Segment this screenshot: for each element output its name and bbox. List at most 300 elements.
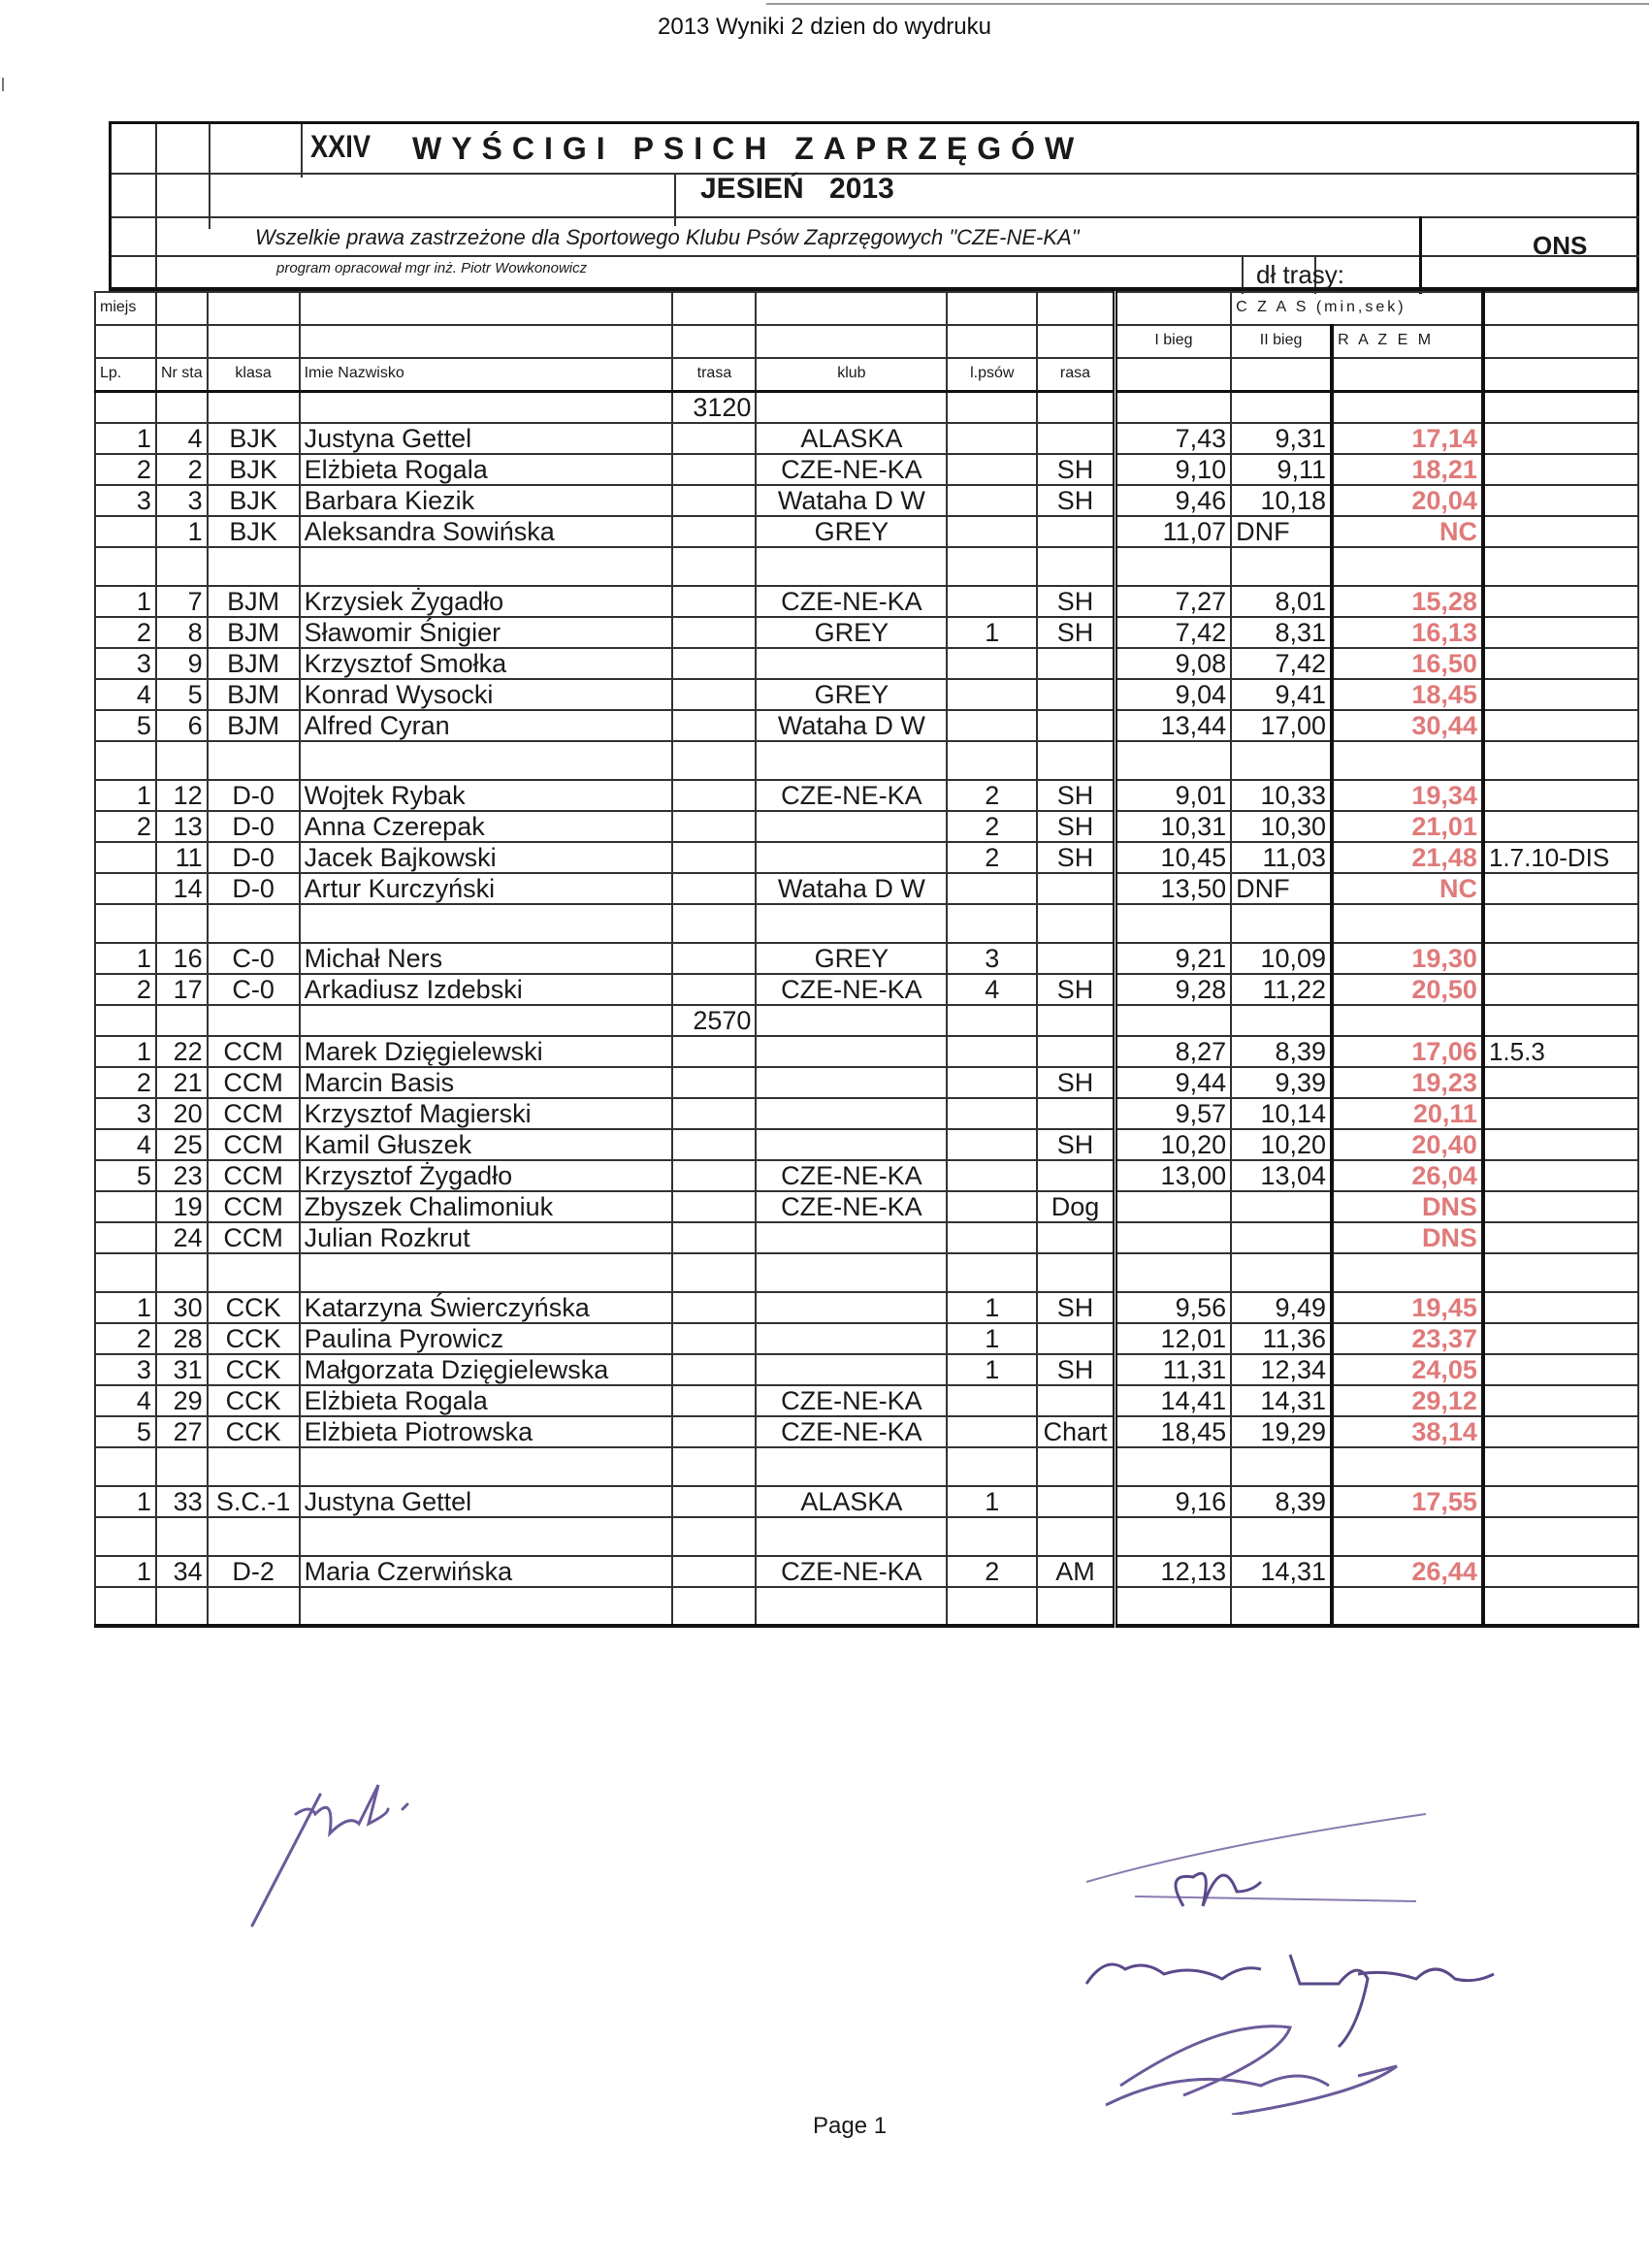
empty-cell [95, 1253, 156, 1292]
club-cell [756, 1292, 947, 1323]
run1-time-cell [1115, 1191, 1231, 1222]
run2-time-cell: 9,11 [1231, 454, 1332, 485]
class-cell: D-0 [208, 873, 300, 904]
name-cell: Aleksandra Sowińska [300, 516, 673, 547]
place-cell: 5 [95, 1160, 156, 1191]
dog-count-cell [947, 1416, 1037, 1447]
name-cell: Paulina Pyrowicz [300, 1323, 673, 1354]
start-number-cell: 2 [156, 454, 208, 485]
class-cell: BJM [208, 710, 300, 741]
result-row [95, 1385, 1638, 1416]
empty-cell [1483, 1587, 1638, 1626]
route-cell [672, 1385, 756, 1416]
club-cell: CZE-NE-KA [756, 1556, 947, 1587]
run1-time-cell: 9,01 [1115, 780, 1231, 811]
route-length-row [95, 392, 1638, 424]
ons-note-cell [1483, 1385, 1638, 1416]
empty-cell [1231, 547, 1332, 586]
ons-note-cell [1483, 1067, 1638, 1098]
result-row [95, 1222, 1638, 1253]
empty-cell [756, 1517, 947, 1556]
total-time-cell: 19,45 [1332, 1292, 1483, 1323]
ons-note-cell [1483, 1292, 1638, 1323]
empty-cell [1037, 741, 1115, 780]
total-time-cell: 15,28 [1332, 586, 1483, 617]
route-cell [672, 586, 756, 617]
breed-cell [1037, 1486, 1115, 1517]
place-cell: 1 [95, 780, 156, 811]
class-cell: BJM [208, 617, 300, 648]
page-number: Page 1 [813, 2113, 888, 2139]
empty-cell [208, 1587, 300, 1626]
club-cell: GREY [756, 943, 947, 974]
route-cell [672, 974, 756, 1005]
club-cell: Wataha D W [756, 485, 947, 516]
empty-cell [1115, 1517, 1231, 1556]
name-cell: Krzysiek Żygadło [300, 586, 673, 617]
empty-cell [156, 1517, 208, 1556]
spacer-row [95, 1517, 1638, 1556]
route-cell [672, 423, 756, 454]
club-cell [756, 1354, 947, 1385]
empty-cell [1332, 741, 1483, 780]
breed-cell: SH [1037, 586, 1115, 617]
result-row [95, 1191, 1638, 1222]
result-row [95, 586, 1638, 617]
empty-cell [95, 904, 156, 943]
name-cell: Sławomir Śnigier [300, 617, 673, 648]
route-cell [672, 1098, 756, 1129]
place-cell: 4 [95, 1129, 156, 1160]
col-nr-startowy: Nr sta [156, 358, 208, 392]
name-cell: Marek Dzięgielewski [300, 1036, 673, 1067]
empty-cell [1231, 1587, 1332, 1626]
result-row [95, 780, 1638, 811]
start-number-cell: 23 [156, 1160, 208, 1191]
scan-edge-line [766, 3, 1649, 5]
empty-cell [947, 741, 1037, 780]
club-cell: Wataha D W [756, 710, 947, 741]
place-cell: 2 [95, 1067, 156, 1098]
name-cell: Artur Kurczyński [300, 873, 673, 904]
club-cell: CZE-NE-KA [756, 1385, 947, 1416]
empty-cell [756, 547, 947, 586]
start-number-cell: 33 [156, 1486, 208, 1517]
result-row [95, 485, 1638, 516]
class-cell: CCM [208, 1191, 300, 1222]
empty-cell [1037, 1253, 1115, 1292]
total-time-cell: 21,48 [1332, 842, 1483, 873]
dog-count-cell [947, 423, 1037, 454]
empty-cell [208, 741, 300, 780]
breed-cell [1037, 1160, 1115, 1191]
empty-cell [1483, 1005, 1638, 1036]
result-row [95, 1160, 1638, 1191]
club-cell [756, 1098, 947, 1129]
club-cell: GREY [756, 679, 947, 710]
empty-cell [95, 1447, 156, 1486]
total-time-cell: 17,06 [1332, 1036, 1483, 1067]
route-length-label: dł trasy: [1256, 260, 1345, 289]
spacer-row [95, 1587, 1638, 1626]
empty-cell [300, 1253, 673, 1292]
empty-cell [1037, 1005, 1115, 1036]
club-cell: ALASKA [756, 1486, 947, 1517]
dog-count-cell: 2 [947, 780, 1037, 811]
ons-note-cell [1483, 1416, 1638, 1447]
run1-time-cell: 18,45 [1115, 1416, 1231, 1447]
place-cell: 1 [95, 1036, 156, 1067]
start-number-cell: 21 [156, 1067, 208, 1098]
result-row [95, 1556, 1638, 1587]
total-time-cell: 16,50 [1332, 648, 1483, 679]
total-time-cell: 17,55 [1332, 1486, 1483, 1517]
empty-cell [756, 1447, 947, 1486]
start-number-cell: 16 [156, 943, 208, 974]
ons-note-cell [1483, 423, 1638, 454]
empty-cell [1231, 904, 1332, 943]
route-cell [672, 1191, 756, 1222]
route-cell [672, 780, 756, 811]
dog-count-cell [947, 1191, 1037, 1222]
spacer-row [95, 1447, 1638, 1486]
total-time-cell: DNS [1332, 1222, 1483, 1253]
spacer-row [95, 741, 1638, 780]
run2-time-cell: 8,01 [1231, 586, 1332, 617]
empty-cell [300, 547, 673, 586]
start-number-cell: 29 [156, 1385, 208, 1416]
breed-cell: SH [1037, 780, 1115, 811]
start-number-cell: 25 [156, 1129, 208, 1160]
breed-cell: Chart [1037, 1416, 1115, 1447]
empty-cell [1231, 1447, 1332, 1486]
breed-cell [1037, 648, 1115, 679]
run2-time-cell: 9,49 [1231, 1292, 1332, 1323]
col-razem: R A Z E M [1332, 325, 1483, 358]
col-l-psow: l.psów [947, 358, 1037, 392]
empty-cell [1231, 1517, 1332, 1556]
place-cell: 5 [95, 710, 156, 741]
ons-note-cell [1483, 1160, 1638, 1191]
col-czas: C Z A S (min,sek) [1231, 292, 1483, 325]
run2-time-cell: 19,29 [1231, 1416, 1332, 1447]
name-cell: Barbara Kiezik [300, 485, 673, 516]
run1-time-cell: 10,45 [1115, 842, 1231, 873]
empty-cell [1115, 547, 1231, 586]
empty-cell [156, 741, 208, 780]
empty-cell [1332, 547, 1483, 586]
result-row [95, 873, 1638, 904]
run1-time-cell: 13,50 [1115, 873, 1231, 904]
dog-count-cell [947, 1385, 1037, 1416]
start-number-cell: 17 [156, 974, 208, 1005]
empty-cell [156, 1447, 208, 1486]
class-cell: BJM [208, 648, 300, 679]
dog-count-cell [947, 873, 1037, 904]
start-number-cell: 4 [156, 423, 208, 454]
empty-cell [672, 741, 756, 780]
empty-cell [156, 392, 208, 424]
club-cell: CZE-NE-KA [756, 1160, 947, 1191]
breed-cell [1037, 1323, 1115, 1354]
place-cell: 1 [95, 943, 156, 974]
breed-cell: SH [1037, 1129, 1115, 1160]
total-time-cell: 18,21 [1332, 454, 1483, 485]
empty-cell [156, 1587, 208, 1626]
place-cell: 1 [95, 423, 156, 454]
name-cell: Krzysztof Żygadło [300, 1160, 673, 1191]
scan-mark [2, 78, 4, 91]
breed-cell: SH [1037, 974, 1115, 1005]
run1-time-cell: 9,16 [1115, 1486, 1231, 1517]
empty-cell [300, 1447, 673, 1486]
run2-time-cell: 10,09 [1231, 943, 1332, 974]
run1-time-cell: 7,43 [1115, 423, 1231, 454]
ons-note-cell [1483, 679, 1638, 710]
ons-note-cell [1483, 1191, 1638, 1222]
breed-cell: Dog [1037, 1191, 1115, 1222]
place-cell: 3 [95, 485, 156, 516]
start-number-cell: 14 [156, 873, 208, 904]
place-cell: 3 [95, 1354, 156, 1385]
empty-cell [1037, 547, 1115, 586]
empty-cell [300, 1587, 673, 1626]
total-time-cell: 38,14 [1332, 1416, 1483, 1447]
name-cell: Krzysztof Magierski [300, 1098, 673, 1129]
breed-cell [1037, 710, 1115, 741]
empty-cell [156, 904, 208, 943]
run2-time-cell: 9,31 [1231, 423, 1332, 454]
spacer-row [95, 547, 1638, 586]
dog-count-cell [947, 1222, 1037, 1253]
place-cell: 2 [95, 1323, 156, 1354]
results-table [94, 291, 1639, 1628]
route-cell [672, 842, 756, 873]
total-time-cell: 29,12 [1332, 1385, 1483, 1416]
dog-count-cell: 1 [947, 1354, 1037, 1385]
empty-cell [1483, 1447, 1638, 1486]
name-cell: Elżbieta Rogala [300, 1385, 673, 1416]
run1-time-cell: 8,27 [1115, 1036, 1231, 1067]
empty-cell [1332, 1447, 1483, 1486]
name-cell: Jacek Bajkowski [300, 842, 673, 873]
dog-count-cell [947, 1160, 1037, 1191]
start-number-cell: 3 [156, 485, 208, 516]
breed-cell [1037, 943, 1115, 974]
name-cell: Julian Rozkrut [300, 1222, 673, 1253]
start-number-cell: 30 [156, 1292, 208, 1323]
run1-time-cell: 9,46 [1115, 485, 1231, 516]
result-row [95, 423, 1638, 454]
empty-cell [208, 392, 300, 424]
breed-cell: SH [1037, 617, 1115, 648]
breed-cell [1037, 516, 1115, 547]
name-cell: Arkadiusz Izdebski [300, 974, 673, 1005]
name-cell: Alfred Cyran [300, 710, 673, 741]
ons-note-cell: 1.7.10-DIS [1483, 842, 1638, 873]
dog-count-cell [947, 1036, 1037, 1067]
class-cell: CCK [208, 1416, 300, 1447]
run2-time-cell: 10,33 [1231, 780, 1332, 811]
empty-cell [1037, 1587, 1115, 1626]
empty-cell [1483, 1253, 1638, 1292]
breed-cell: SH [1037, 811, 1115, 842]
start-number-cell: 5 [156, 679, 208, 710]
start-number-cell: 13 [156, 811, 208, 842]
col-bieg2: II bieg [1231, 325, 1332, 358]
class-cell: CCK [208, 1292, 300, 1323]
empty-cell [95, 392, 156, 424]
ons-note-cell [1483, 974, 1638, 1005]
dog-count-cell [947, 710, 1037, 741]
name-cell: Michał Ners [300, 943, 673, 974]
total-time-cell: DNS [1332, 1191, 1483, 1222]
breed-cell [1037, 873, 1115, 904]
ons-note-cell [1483, 710, 1638, 741]
empty-cell [1231, 392, 1332, 424]
run1-time-cell: 9,28 [1115, 974, 1231, 1005]
start-number-cell: 34 [156, 1556, 208, 1587]
class-cell: CCK [208, 1354, 300, 1385]
empty-cell [1115, 1253, 1231, 1292]
route-cell [672, 710, 756, 741]
col-klasa: klasa [208, 358, 300, 392]
dog-count-cell: 4 [947, 974, 1037, 1005]
ons-note-cell [1483, 1098, 1638, 1129]
ons-note-cell [1483, 586, 1638, 617]
club-cell [756, 1323, 947, 1354]
dog-count-cell [947, 516, 1037, 547]
place-cell: 1 [95, 586, 156, 617]
edition-number: XXIV [310, 129, 371, 164]
run2-time-cell: 11,22 [1231, 974, 1332, 1005]
start-number-cell: 12 [156, 780, 208, 811]
dog-count-cell [947, 648, 1037, 679]
route-cell [672, 1036, 756, 1067]
place-cell: 2 [95, 617, 156, 648]
sheet-header [109, 121, 1639, 291]
header-row-top [95, 292, 1638, 325]
place-cell: 3 [95, 1098, 156, 1129]
name-cell: Justyna Gettel [300, 1486, 673, 1517]
result-row [95, 842, 1638, 873]
club-cell: ALASKA [756, 423, 947, 454]
total-time-cell: 24,05 [1332, 1354, 1483, 1385]
empty-cell [1332, 392, 1483, 424]
run1-time-cell: 9,08 [1115, 648, 1231, 679]
run2-time-cell: 9,41 [1231, 679, 1332, 710]
route-cell [672, 811, 756, 842]
club-cell [756, 1222, 947, 1253]
spacer-row [95, 904, 1638, 943]
total-time-cell: 20,11 [1332, 1098, 1483, 1129]
run1-time-cell: 12,01 [1115, 1323, 1231, 1354]
dog-count-cell: 1 [947, 1292, 1037, 1323]
place-cell [95, 873, 156, 904]
empty-cell [1483, 741, 1638, 780]
empty-cell [947, 1587, 1037, 1626]
run1-time-cell: 12,13 [1115, 1556, 1231, 1587]
club-cell [756, 1067, 947, 1098]
empty-cell [756, 904, 947, 943]
start-number-cell: 1 [156, 516, 208, 547]
route-length-value: 2570 [672, 1005, 756, 1036]
empty-cell [947, 1253, 1037, 1292]
ons-note-cell [1483, 873, 1638, 904]
total-time-cell: 19,23 [1332, 1067, 1483, 1098]
ons-note-cell [1483, 811, 1638, 842]
club-cell [756, 1036, 947, 1067]
place-cell: 5 [95, 1416, 156, 1447]
result-row [95, 648, 1638, 679]
empty-cell [300, 904, 673, 943]
place-cell: 3 [95, 648, 156, 679]
total-time-cell: 30,44 [1332, 710, 1483, 741]
empty-cell [1332, 1587, 1483, 1626]
empty-cell [672, 1587, 756, 1626]
club-cell [756, 842, 947, 873]
total-time-cell: 21,01 [1332, 811, 1483, 842]
result-row [95, 1098, 1638, 1129]
empty-cell [95, 1517, 156, 1556]
route-cell [672, 485, 756, 516]
empty-cell [756, 1587, 947, 1626]
dog-count-cell: 1 [947, 1486, 1037, 1517]
results-body [95, 392, 1638, 1627]
start-number-cell: 24 [156, 1222, 208, 1253]
empty-cell [95, 547, 156, 586]
dog-count-cell: 2 [947, 1556, 1037, 1587]
empty-cell [672, 547, 756, 586]
breed-cell: SH [1037, 1067, 1115, 1098]
empty-cell [208, 1517, 300, 1556]
empty-cell [300, 1005, 673, 1036]
start-number-cell: 7 [156, 586, 208, 617]
dog-count-cell: 1 [947, 1323, 1037, 1354]
run2-time-cell: 12,34 [1231, 1354, 1332, 1385]
route-cell [672, 1160, 756, 1191]
class-cell: BJM [208, 586, 300, 617]
rights-notice: Wszelkie prawa zastrzeżone dla Sportowego Klubu Psów Zaprzęgowych "CZE-NE-KA" [255, 225, 1080, 249]
dog-count-cell: 1 [947, 617, 1037, 648]
place-cell: 4 [95, 1385, 156, 1416]
empty-cell [95, 741, 156, 780]
result-row [95, 679, 1638, 710]
dog-count-cell: 3 [947, 943, 1037, 974]
route-cell [672, 648, 756, 679]
result-row [95, 1323, 1638, 1354]
result-row [95, 1067, 1638, 1098]
name-cell: Małgorzata Dzięgielewska [300, 1354, 673, 1385]
col-lp: Lp. [95, 358, 156, 392]
ons-note-cell [1483, 1222, 1638, 1253]
col-klub: klub [756, 358, 947, 392]
empty-cell [1483, 1517, 1638, 1556]
name-cell: Elżbieta Rogala [300, 454, 673, 485]
breed-cell [1037, 1036, 1115, 1067]
name-cell: Krzysztof Smołka [300, 648, 673, 679]
ons-note-cell [1483, 516, 1638, 547]
route-cell [672, 617, 756, 648]
club-cell: GREY [756, 617, 947, 648]
dog-count-cell [947, 485, 1037, 516]
class-cell: BJK [208, 516, 300, 547]
empty-cell [1231, 741, 1332, 780]
dog-count-cell [947, 586, 1037, 617]
breed-cell [1037, 1222, 1115, 1253]
empty-cell [1483, 904, 1638, 943]
place-cell: 2 [95, 454, 156, 485]
